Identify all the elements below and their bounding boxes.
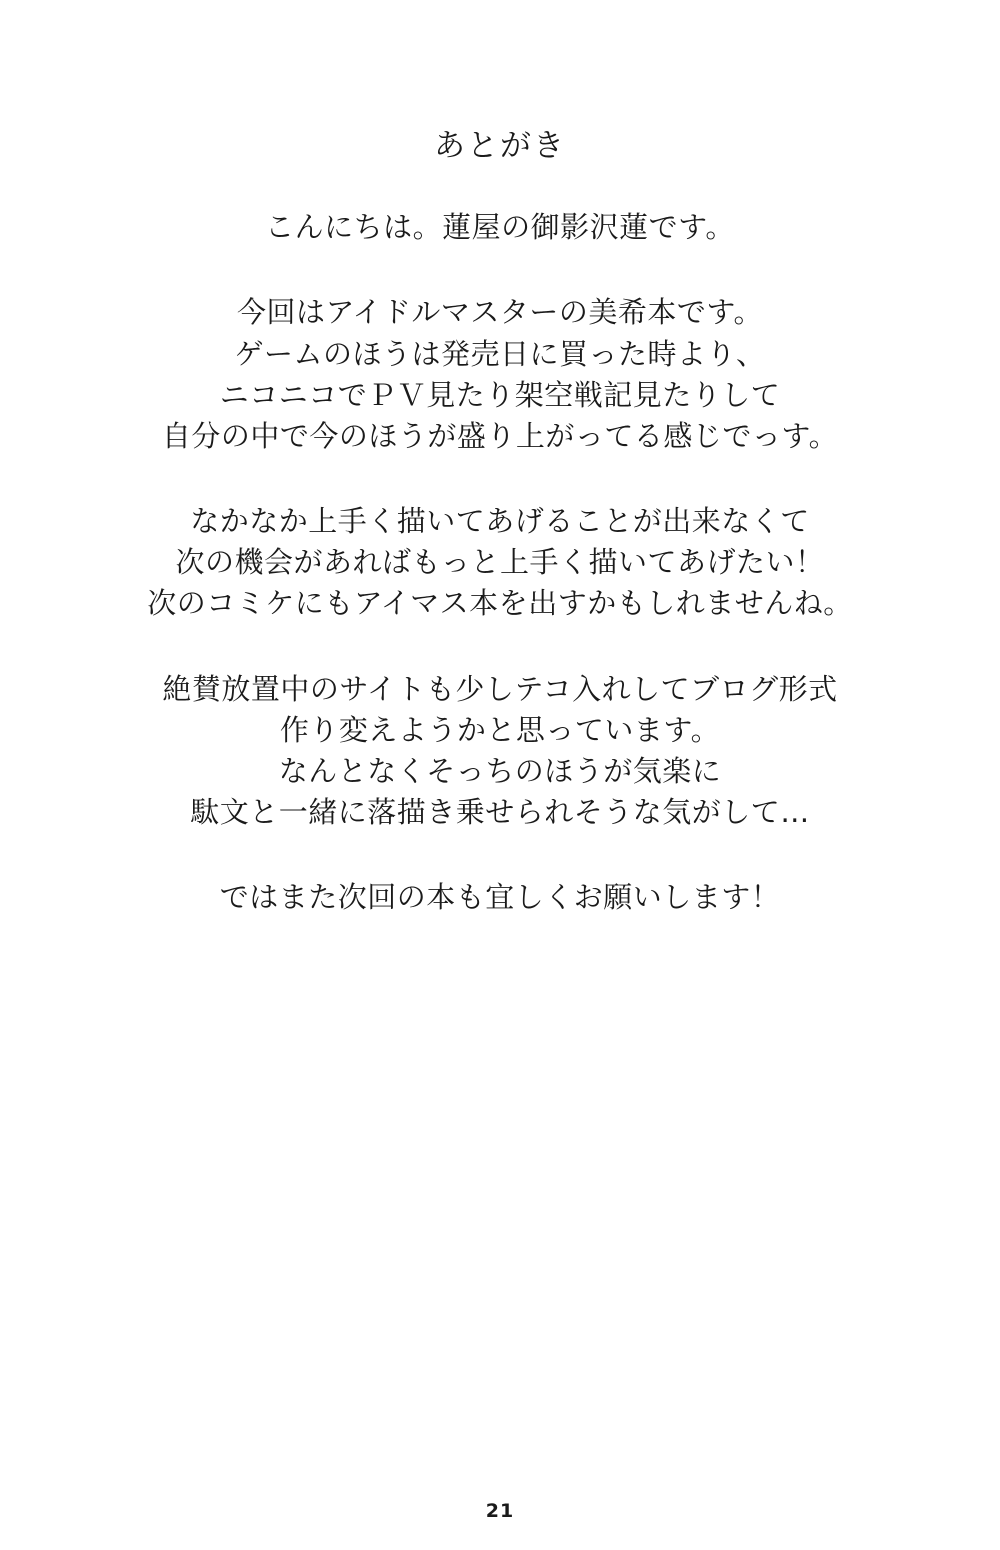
text-line: 次のコミケにもアイマス本を出すかもしれませんね。 bbox=[147, 586, 853, 621]
paragraph-about-this-book bbox=[0, 292, 1000, 457]
text-line: 今回はアイドルマスターの美希本です。 bbox=[236, 295, 764, 330]
page-number: 21 bbox=[485, 1500, 515, 1522]
text-line: ゲームのほうは発売日に買った時より、 bbox=[234, 336, 766, 371]
afterword-page bbox=[0, 128, 1000, 1550]
text-line: なかなか上手く描いてあげることが出来なくて bbox=[190, 504, 810, 539]
text-line: なんとなくそっちのほうが気楽に bbox=[278, 753, 722, 788]
text-line: ニコニコでＰＶ見たり架空戦記見たりして bbox=[219, 377, 781, 412]
text-line: 駄文と一緒に落描き乗せられそうな気がして… bbox=[190, 795, 810, 830]
text-line: 絶賛放置中のサイトも少しテコ入れしてブログ形式 bbox=[162, 671, 838, 706]
text-line: 次の機会があればもっと上手く描いてあげたい！ bbox=[175, 545, 825, 580]
page-title: あとがき bbox=[434, 128, 566, 164]
text-line: 作り変えようかと思っています。 bbox=[279, 712, 721, 747]
text-line: 自分の中で今のほうが盛り上がってる感じでっす。 bbox=[161, 418, 839, 453]
paragraph-website-plans bbox=[0, 669, 1000, 834]
paragraph-greeting bbox=[0, 207, 1000, 248]
paragraph-next-time bbox=[0, 501, 1000, 625]
paragraph-closing bbox=[0, 877, 1000, 918]
text-line: ではまた次回の本も宜しくお願いします！ bbox=[219, 880, 781, 915]
text-line: こんにちは。蓮屋の御影沢蓮です。 bbox=[265, 210, 735, 245]
